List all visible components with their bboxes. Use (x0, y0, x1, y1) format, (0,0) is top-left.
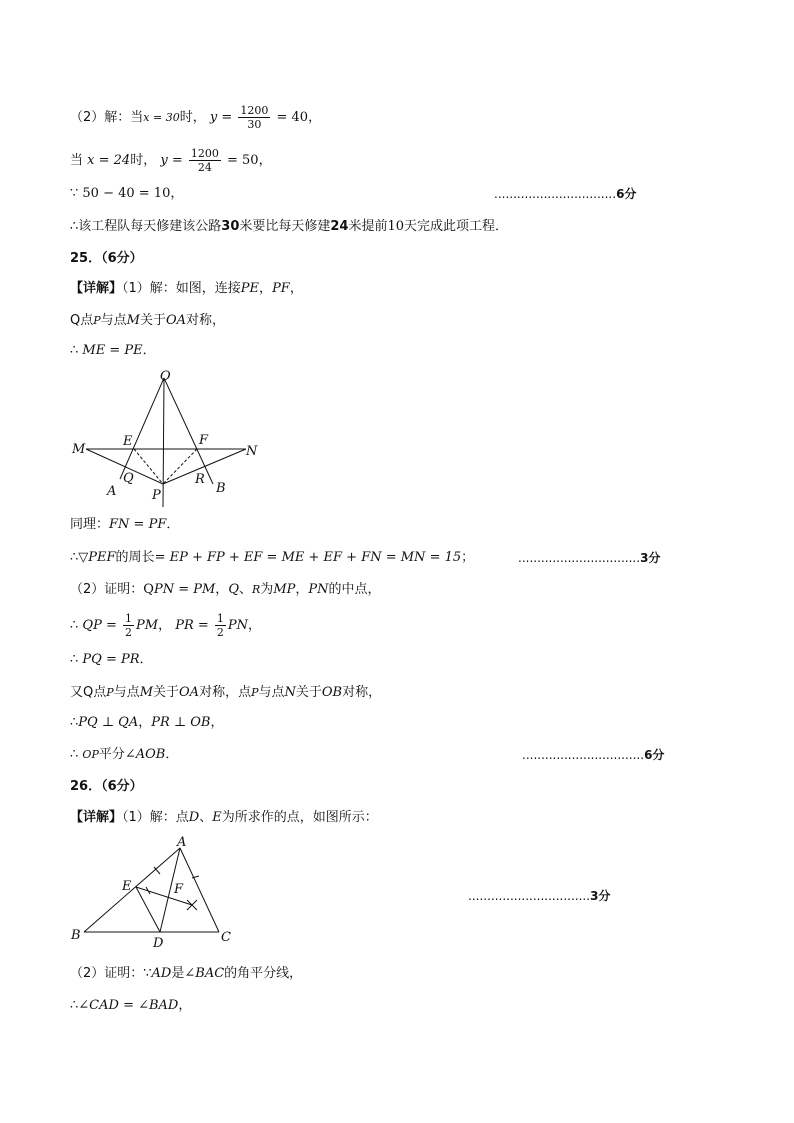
conclusion (70, 218, 508, 236)
label-O: O (160, 369, 171, 384)
question-26-title: 26．（6分） (70, 779, 143, 794)
q25-part2-5 (70, 714, 224, 732)
equation: ME = PE (82, 343, 143, 358)
numerator: 1200 (190, 147, 219, 160)
text: 是 (171, 966, 185, 981)
var: M (126, 313, 140, 328)
text: ， (210, 715, 224, 730)
var: M (139, 685, 153, 700)
text: 对称， (186, 313, 226, 328)
label-P: P (152, 488, 161, 503)
text: ． (165, 747, 179, 762)
label-Q: Q (123, 471, 134, 486)
var: N (284, 685, 296, 700)
text: 关于 (139, 313, 166, 328)
score-value: 3分 (640, 551, 661, 565)
text-shi: 时， (179, 110, 206, 125)
score-value: 6分 (616, 187, 637, 201)
text: 、 (199, 810, 213, 825)
text: ， (259, 281, 273, 296)
var: OB (321, 685, 343, 700)
text: 与点 (258, 685, 285, 700)
text: ． (166, 517, 180, 532)
text: ； (461, 550, 475, 565)
text: 关于 (153, 685, 180, 700)
var: OA (179, 685, 200, 700)
numerator: 1 (125, 612, 132, 625)
dots: ................................ (522, 748, 645, 762)
text: Q (83, 685, 94, 700)
score-mark-3 (522, 746, 664, 763)
var: D (188, 810, 200, 825)
text: 对称，点 (199, 685, 252, 700)
text: （2）证明：∵ (70, 966, 152, 981)
q25-detail-3 (70, 342, 156, 360)
part2-line3 (70, 185, 183, 203)
seg: PF (272, 281, 290, 296)
equation: QP = (82, 618, 117, 633)
equation: PN = PM (153, 582, 216, 597)
condition: x = 30 (143, 111, 180, 124)
part2-line1 (70, 104, 321, 131)
text: 与点 (100, 313, 127, 328)
fraction (238, 104, 270, 131)
label-B: B (216, 481, 226, 496)
detail-tag: 【详解】 (70, 810, 123, 825)
q25-detail-5 (70, 549, 474, 567)
text: 的周长 (115, 550, 155, 565)
equation: = EP + FP + EF = ME + EF + FN = MN = 15 (154, 550, 462, 565)
num: 10 (387, 219, 405, 234)
text: ， (248, 618, 262, 633)
text: 的角平分线， (224, 966, 303, 981)
text: ∴该工程队每天修建该公路 (70, 219, 222, 234)
text: 的中点， (328, 582, 381, 597)
label-E: E (122, 879, 132, 894)
text: （1）解：如图，连接 (122, 281, 241, 296)
text-prefix: 当 (70, 153, 84, 168)
fraction-half (123, 612, 134, 639)
var: PM (136, 618, 159, 633)
text: Q (70, 313, 81, 328)
therefore: ∴ (70, 715, 79, 730)
therefore: ∴ (70, 747, 79, 762)
equation: PR ⊥ OB (151, 715, 211, 730)
fraction-half-2 (215, 612, 226, 639)
var: AD (151, 966, 172, 981)
text: 与点 (113, 685, 140, 700)
var: P (106, 686, 114, 699)
var: PN (227, 618, 249, 633)
label-A: A (177, 835, 187, 850)
label-R: R (195, 472, 205, 487)
label-C: C (221, 930, 231, 945)
var: OP (82, 748, 99, 761)
label-N: N (246, 444, 258, 459)
score-mark-4 (468, 887, 610, 904)
q25-detail-2 (70, 312, 225, 330)
denominator: 30 (247, 118, 262, 131)
text: ， (215, 582, 229, 597)
text-shi: 时， (130, 153, 157, 168)
text: ， (289, 281, 303, 296)
text-prefix: （2）解：当 (70, 110, 144, 125)
label-E: E (123, 434, 133, 449)
text: ， (295, 582, 309, 597)
var: E (212, 810, 222, 825)
text: 米要比每天修建 (239, 219, 331, 234)
text: 点 (80, 313, 94, 328)
denominator: 2 (216, 626, 224, 639)
text: 米提前 (348, 219, 388, 234)
text: 平分 (98, 747, 125, 762)
difference: ∵ 50 − 40 = 10， (70, 186, 184, 201)
text: ， (178, 998, 192, 1013)
q25-part2-2 (70, 612, 261, 639)
text: 为所求作的点，如图所示： (221, 810, 378, 825)
dots: ................................ (518, 551, 641, 565)
triangle: ▽PEF (78, 550, 116, 565)
text: Q (143, 582, 154, 597)
dots: ................................ (468, 889, 591, 903)
angle: ∠AOB (124, 747, 166, 762)
therefore: ∴ (70, 550, 79, 565)
text: （2）证明： (70, 582, 144, 597)
text: ， (138, 715, 152, 730)
text: ． (139, 652, 153, 667)
label-A: A (107, 484, 117, 499)
equation: FN = PF (109, 517, 167, 532)
fraction (189, 147, 221, 174)
result: = 40， (276, 110, 322, 125)
therefore: ∴ (70, 652, 79, 667)
angle: ∠BAC (184, 966, 225, 981)
part2-line2 (70, 147, 272, 174)
var: MP (273, 582, 296, 597)
denominator: 24 (197, 161, 212, 174)
numerator: 1200 (240, 104, 269, 117)
text: 点 (93, 685, 107, 700)
text: ． (142, 343, 156, 358)
therefore: ∴ (70, 998, 79, 1013)
q26-part2-1 (70, 965, 302, 983)
y-eq: y = (160, 153, 183, 168)
label-B: B (71, 928, 81, 943)
score-mark-1 (494, 185, 636, 202)
q25-part2-1 (70, 581, 381, 599)
question-25-title: 25．（6分） (70, 251, 143, 266)
score-value: 6分 (644, 748, 665, 762)
text: 为 (260, 582, 274, 597)
var: PN (308, 582, 329, 597)
q26-part2-2 (70, 997, 191, 1015)
label-F: F (199, 433, 209, 448)
text: 对称， (342, 685, 382, 700)
text: 关于 (295, 685, 322, 700)
figure-26 (66, 834, 256, 954)
q25-part2-4 (70, 684, 381, 702)
var: R (252, 583, 261, 596)
figure-25 (66, 364, 266, 514)
therefore: ∴ (70, 618, 79, 633)
denominator: 2 (125, 626, 132, 639)
var: P (93, 314, 101, 327)
var: Q (228, 582, 239, 597)
score-value: 3分 (590, 889, 611, 903)
label-D: D (153, 936, 164, 951)
seg: PE (240, 281, 260, 296)
text: ， (158, 618, 172, 633)
label-F: F (174, 882, 184, 897)
result: = 50， (227, 153, 272, 168)
numerator: 1 (216, 612, 224, 625)
equation: ∠CAD = ∠BAD (78, 998, 179, 1013)
q26-detail-1 (70, 809, 378, 827)
dots: ................................ (494, 187, 617, 201)
equation: PQ = PR (82, 652, 140, 667)
label-M: M (72, 442, 86, 457)
detail-tag: 【详解】 (70, 281, 123, 296)
text: 天完成此项工程． (404, 219, 509, 234)
text: 又 (70, 685, 84, 700)
therefore: ∴ (70, 343, 79, 358)
text: 同理： (70, 517, 110, 532)
var: OA (166, 313, 187, 328)
score-mark-2 (518, 549, 660, 566)
text: （1）解：点 (122, 810, 189, 825)
q25-part2-3 (70, 651, 153, 669)
q25-part2-6 (70, 746, 178, 764)
equation: PR = (175, 618, 209, 633)
q25-detail-4 (70, 516, 179, 534)
num: 30 (221, 219, 240, 234)
equation: PQ ⊥ QA (78, 715, 139, 730)
var: P (251, 686, 259, 699)
y-eq: y = (209, 110, 233, 125)
text: 、 (238, 582, 252, 597)
q25-detail-1 (70, 280, 303, 298)
num: 24 (330, 219, 349, 234)
condition: x = 24 (87, 153, 131, 168)
